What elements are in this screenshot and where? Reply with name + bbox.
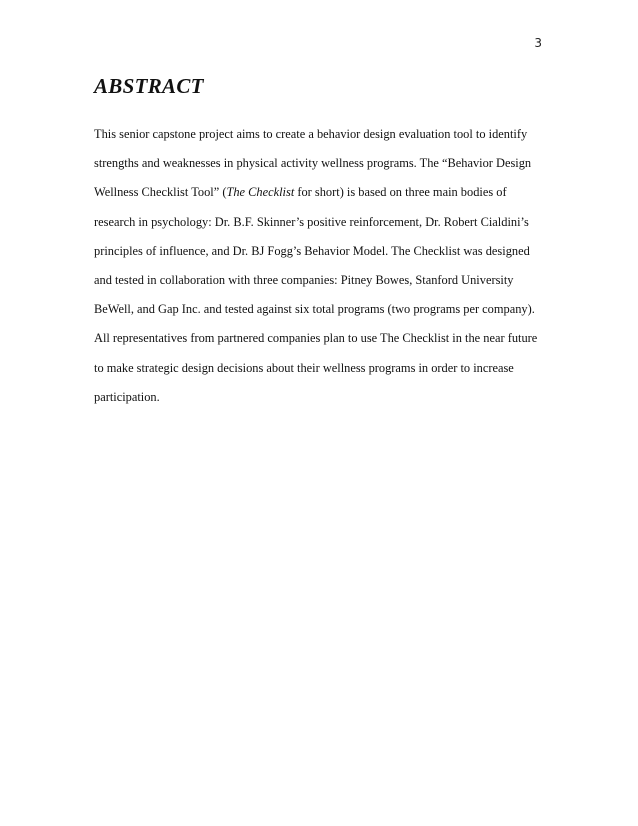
- abstract-line-7: BeWell, and Gap Inc. and tested against six total programs (two programs per company).: [94, 302, 535, 317]
- italic-title-the-checklist: The Checklist: [226, 185, 295, 200]
- abstract-line-2: strengths and weaknesses in physical activity wellness programs. The “Behavior Design: [94, 156, 532, 171]
- abstract-line-3: Wellness Checklist Tool” (The Checklist for short) is based on three main bodies of: [94, 185, 507, 200]
- abstract-line-1: This senior capstone project aims to create a behavior design evaluation tool to identify: [94, 127, 528, 141]
- abstract-line-6: and tested in collaboration with three companies: Pitney Bowes, Stanford University: [94, 272, 514, 287]
- abstract-body: [94, 120, 550, 412]
- abstract-line-4: research in psychology: Dr. B.F. Skinner’s positive reinforcement, Dr. Robert Cialdini’s: [94, 214, 529, 229]
- page-number: 3: [534, 36, 542, 50]
- abstract-line-10: participation.: [94, 389, 160, 404]
- abstract-line-9: to make strategic design decisions about their wellness programs in order to increase: [94, 360, 514, 375]
- abstract-line-8: All representatives from partnered companies plan to use The Checklist in the near future: [94, 331, 538, 346]
- abstract-heading: ABSTRACT: [94, 74, 204, 98]
- abstract-line-5: principles of influence, and Dr. BJ Fogg’s Behavior Model. The Checklist was designed: [94, 243, 530, 258]
